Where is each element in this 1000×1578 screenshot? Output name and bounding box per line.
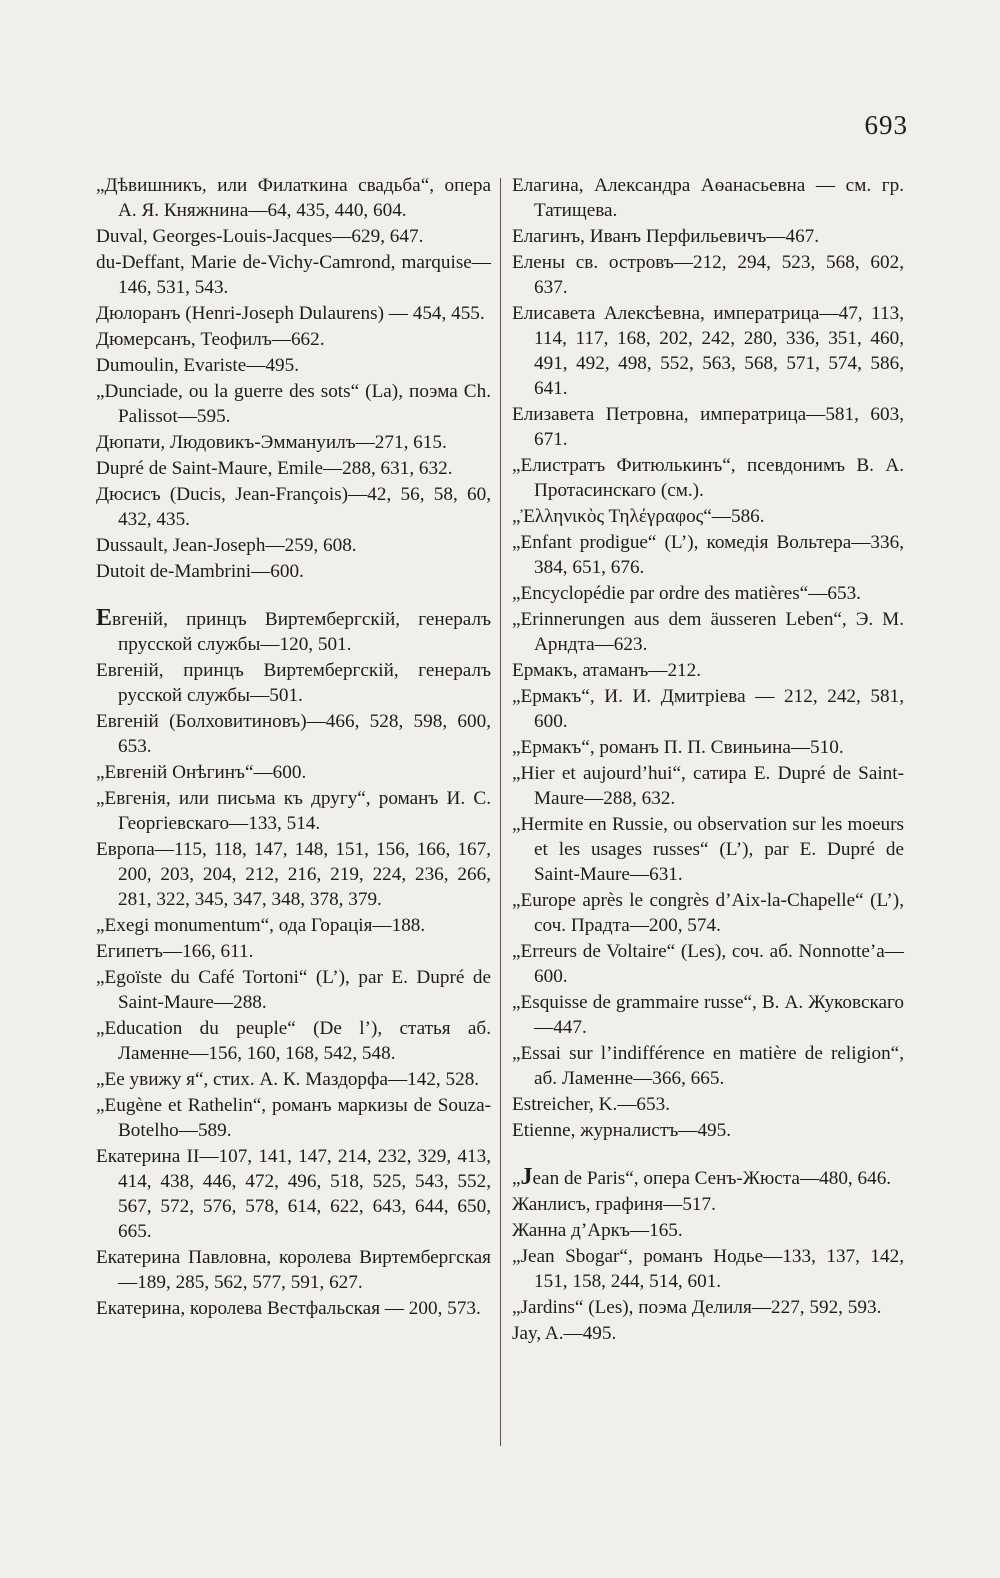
section-initial-letter: Е [96,605,113,631]
section-initial-letter: J [520,1164,533,1190]
index-entry [96,173,491,223]
index-entry [96,1016,491,1066]
entry-text: Египетъ—166, 611. [96,941,254,962]
index-entry [96,913,491,938]
entry-text: Jay, A.—495. [512,1323,617,1344]
index-entry [96,1067,491,1092]
entry-text: „Essai sur l’indifférence en matière de religion“, аб. Ламенне—366, 665. [512,1043,904,1089]
index-entry [96,250,491,300]
entry-text: „Education du peuple“ (De l’), статья аб. Ламенне—156, 160, 168, 542, 548. [96,1018,491,1064]
index-entry [96,379,491,429]
entry-text: Европа—115, 118, 147, 148, 151, 156, 166, 167, 200, 203, 204, 212, 216, 219, 224, 236, 266, 281, 322, 345, 347, 348, 378, 379. [96,839,491,910]
index-entry [512,250,904,300]
entry-text: „Hermite en Russie, ou observation sur les moeurs et les usages russes“ (L’), par E. Dupré de Saint-Maure—631. [512,814,904,885]
index-entry [96,224,491,249]
index-entry [96,837,491,912]
index-entry [512,735,904,760]
index-entry [96,533,491,558]
index-entry [512,939,904,989]
entry-text: „Jardins“ (Les), поэма Делиля—227, 592, 593. [512,1297,882,1318]
index-entry [96,327,491,352]
index-entry [512,761,904,811]
index-entry [96,939,491,964]
entry-text: „Enfant prodigue“ (L’), комедія Вольтера—336, 384, 651, 676. [512,532,904,578]
index-entry [96,1093,491,1143]
index-entry [512,1321,904,1346]
page-number: 693 [864,110,908,140]
entry-text: „Exegi monumentum“, ода Горація—188. [96,915,426,936]
index-entry [512,1165,904,1191]
entry-text: Жанлисъ, графиня—517. [512,1194,716,1215]
index-entry [96,709,491,759]
entry-text: Елисавета Алексѣевна, императрица—47, 113, 114, 117, 168, 202, 242, 280, 336, 351, 460, 491, 492, 498, 552, 563, 568, 571, 574, 586, 641. [512,303,904,399]
index-entry [96,430,491,455]
entry-text: Евгеній (Болховитиновъ)—466, 528, 598, 600, 653. [96,711,491,757]
entry-text: „Ἐλληνικὸς Τηλέγραφος“—586. [512,506,765,527]
index-entry [512,301,904,401]
entry-text: „Jean Sbogar“, романъ Нодье—133, 137, 142, 151, 158, 244, 514, 601. [512,1246,904,1292]
entry-text: „Eugène et Rathelin“, романъ маркизы de Souza-Botelho—589. [96,1095,491,1141]
entry-text: „Евгеній Онѣгинъ“—600. [96,762,307,783]
index-column-left [96,173,491,1322]
index-entry [512,812,904,887]
entry-text: „Dunciade, ou la guerre des sots“ (La), поэма Ch. Palissot—595. [96,381,491,427]
index-entry [512,530,904,580]
entry-text: „Esquisse de grammaire russe“, В. А. Жуковскаго—447. [512,992,904,1038]
index-entry [96,301,491,326]
entry-text: „Hier et aujourd’hui“, сатира E. Dupré de Saint-Maure—288, 632. [512,763,904,809]
entry-text: Дюпати, Людовикъ-Эммануилъ—271, 615. [96,432,447,453]
index-entry [512,1244,904,1294]
index-entry [512,684,904,734]
entry-text: Екатерина, королева Вестфальская — 200, 573. [96,1298,481,1319]
entry-text: Елагинъ, Иванъ Перфильевичъ—467. [512,226,820,247]
index-entry [512,224,904,249]
entry-text: Дюлоранъ (Henri-Joseph Dulaurens) — 454, 455. [96,303,485,324]
entry-text: „Egoïste du Café Tortoni“ (L’), par E. Dupré de Saint-Maure—288. [96,967,491,1013]
index-column-right [512,173,904,1347]
entry-text: Ермакъ, атаманъ—212. [512,660,702,681]
entry-text: Екатерина II—107, 141, 147, 214, 232, 329, 413, 414, 438, 446, 472, 496, 518, 525, 543, 552, 567, 572, 576, 578, 614, 622, 643, 644, 650, 665. [96,1146,491,1242]
index-entry [512,990,904,1040]
index-entry [96,482,491,532]
index-entry [512,1295,904,1320]
entry-text: Елагина, Александра Аѳанасьевна — см. гр. Татищева. [512,175,904,221]
entry-text: „Дѣвишникъ, или Филаткина свадьба“, опера А. Я. Княжнина—64, 435, 440, 604. [96,175,491,221]
index-entry [96,456,491,481]
index-entry [96,606,491,657]
index-entry [96,559,491,584]
index-entry [512,1218,904,1243]
index-entry [512,504,904,529]
entry-prefix: „ [512,1168,521,1189]
entry-text: Евгеній, принцъ Виртембергскій, генералъ русской службы—501. [96,660,491,706]
index-entry [512,1192,904,1217]
entry-text: Dumoulin, Evariste—495. [96,355,300,376]
index-entry [512,1041,904,1091]
index-entry [512,1092,904,1117]
entry-text: Estreicher, K.—653. [512,1094,671,1115]
index-entry [96,1144,491,1244]
column-divider [500,178,501,1446]
index-entry [96,353,491,378]
entry-text: Dupré de Saint-Maure, Emile—288, 631, 632. [96,458,453,479]
entry-text: „Ермакъ“, И. И. Дмитріева — 212, 242, 581, 600. [512,686,904,732]
entry-text: ean de Paris“, опера Сенъ-Жюста—480, 646. [532,1168,892,1189]
entry-text: „Encyclopédie par ordre des matières“—653. [512,583,861,604]
index-entry [512,888,904,938]
entry-text: „Erinnerungen aus dem äusseren Leben“, Э. М. Арндта—623. [512,609,904,655]
index-entry [96,760,491,785]
entry-text: вгеній, принцъ Виртембергскій, генералъ прусской службы—120, 501. [112,609,491,655]
entry-text: „Елистратъ Фитюлькинъ“, псевдонимъ В. А. Протасинскаго (см.). [512,455,904,501]
entry-text: Дюмерсанъ, Теофилъ—662. [96,329,325,350]
index-entry [96,1296,491,1321]
entry-text: „Europe après le congrès d’Aix-la-Chapelle“ (L’), соч. Прадта—200, 574. [512,890,904,936]
index-entry [96,1245,491,1295]
entry-text: „Ермакъ“, романъ П. П. Свиньина—510. [512,737,844,758]
entry-text: „Ее увижу я“, стих. А. К. Маздорфа—142, 528. [96,1069,480,1090]
entry-text: Duval, Georges-Louis-Jacques—629, 647. [96,226,424,247]
entry-text: Дюсисъ (Ducis, Jean-François)—42, 56, 58, 60, 432, 435. [96,484,491,530]
index-entry [512,581,904,606]
entry-text: Dussault, Jean-Joseph—259, 608. [96,535,357,556]
entry-text: Dutoit de-Mambrini—600. [96,561,304,582]
index-entry [512,658,904,683]
index-entry [96,965,491,1015]
entry-text: Елены св. островъ—212, 294, 523, 568, 602, 637. [512,252,904,298]
index-entry [512,402,904,452]
entry-text: Екатерина Павловна, королева Виртембергская—189, 285, 562, 577, 591, 627. [96,1247,491,1293]
entry-text: „Erreurs de Voltaire“ (Les), соч. аб. Nonnotte’a—600. [512,941,904,987]
entry-text: du-Deffant, Marie de-Vichy-Camrond, marquise—146, 531, 543. [96,252,491,298]
index-entry [512,453,904,503]
index-entry [512,173,904,223]
index-entry [512,1118,904,1143]
entry-text: Елизавета Петровна, императрица—581, 603, 671. [512,404,904,450]
entry-text: „Евгенія, или письма къ другу“, романъ И. С. Георгіевскаго—133, 514. [96,788,491,834]
entry-text: Жанна д’Аркъ—165. [512,1220,683,1241]
index-entry [96,786,491,836]
entry-text: Etienne, журналистъ—495. [512,1120,732,1141]
index-entry [512,607,904,657]
index-entry [96,658,491,708]
